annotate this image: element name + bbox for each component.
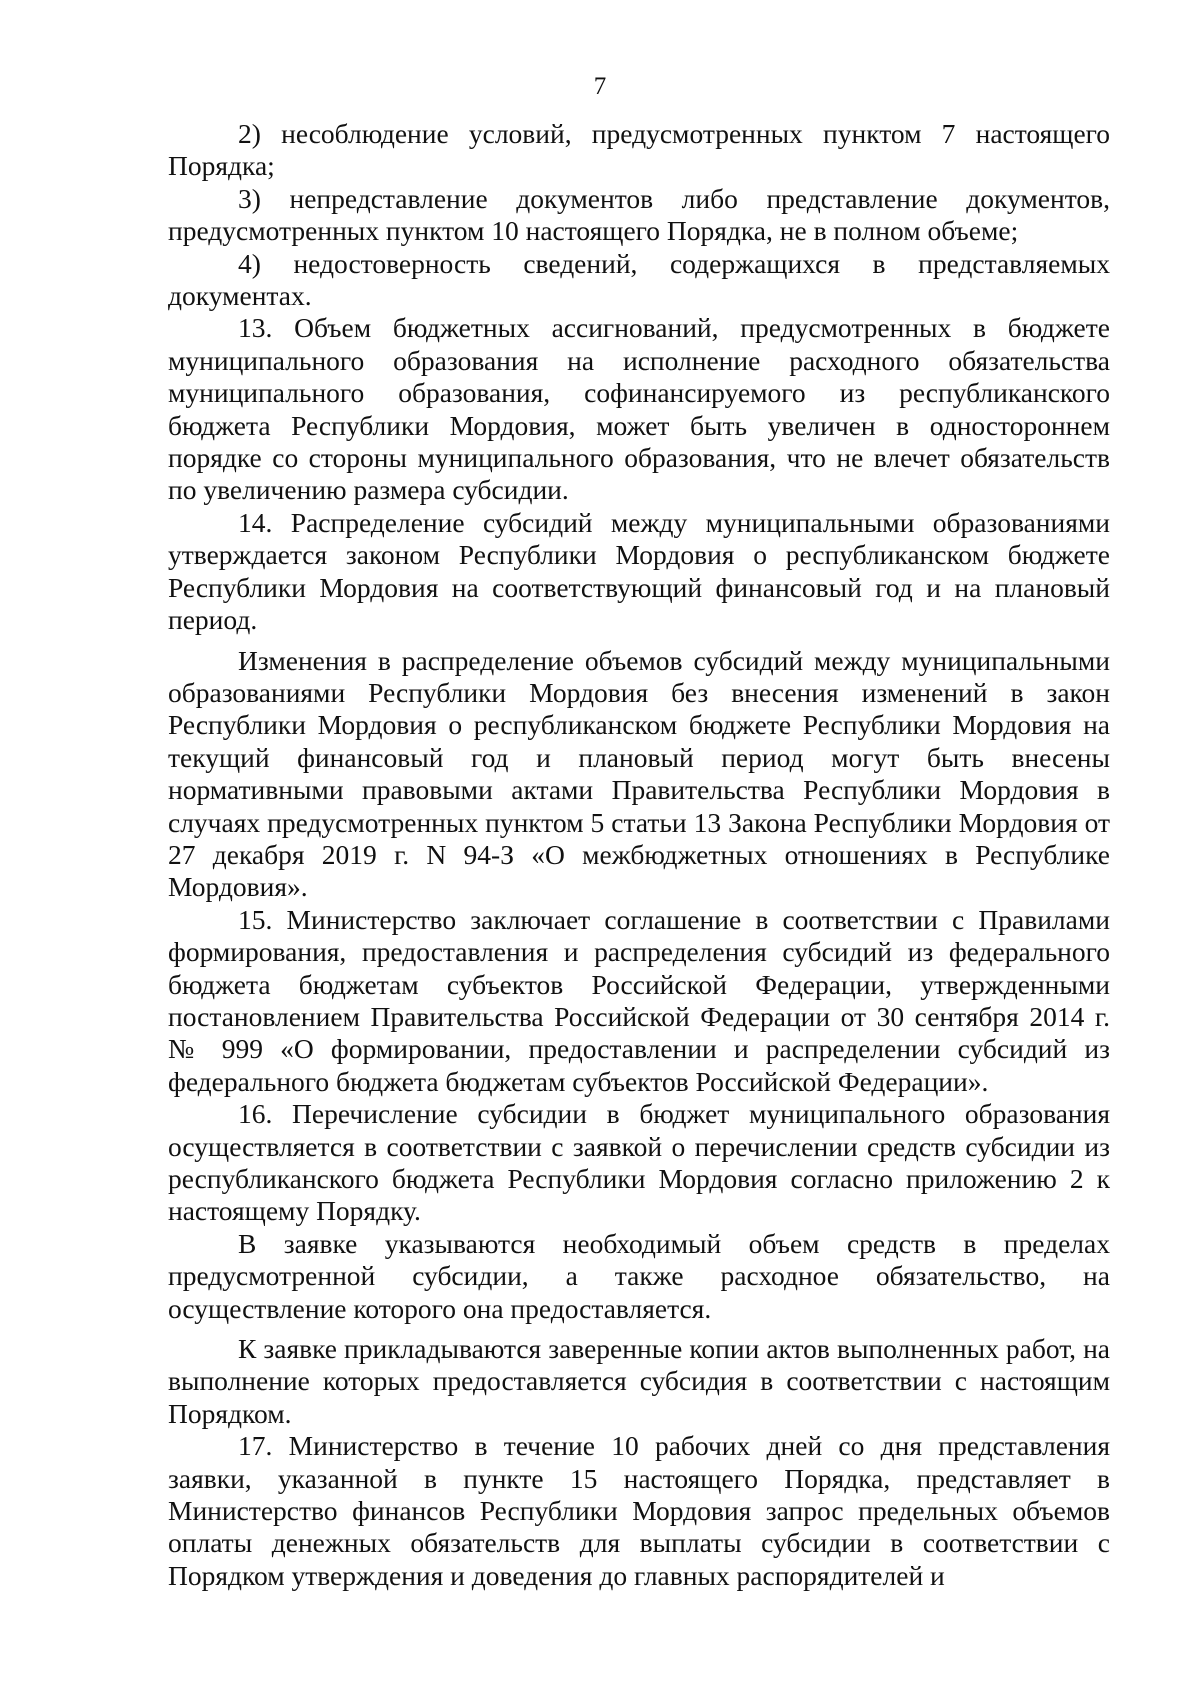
- paragraph-item-3: 3) непредставление документов либо представление документов, предусмотренных пунктом 10 настоящего Порядка, не в полном объеме;: [168, 182, 1110, 247]
- paragraph-section-17: 17. Министерство в течение 10 рабочих дней со дня представления заявки, указанной в пункте 15 настоящего Порядка, представляет в Министерство финансов Республики Мордовия запрос предельных объемов оплаты денежных обязательств для выплаты субсидии в соответствии с Порядком утверждения и доведения до главных распорядителей и: [168, 1430, 1110, 1591]
- paragraph-section-15: 15. Министерство заключает соглашение в соответствии с Правилами формирования, предоставления и распределения субсидий из федерального бюджета бюджетам субъектов Российской Федерации, утвержденными постановлением Правительства Российской Федерации от 30 сентября 2014 г. № 999 «О формировании, предоставлении и распределении субсидий из федерального бюджета бюджетам субъектов Российской Федерации».: [168, 903, 1110, 1097]
- page-number: 7: [593, 73, 607, 100]
- paragraph-section-14-changes: Изменения в распределение объемов субсидий между муниципальными образованиями Республики Мордовия без внесения изменений в закон Республики Мордовия о республиканском бюджете Республики Мордовия на текущий финансовый год и плановый период могут быть внесены нормативными правовыми актами Правительства Республики Мордовия в случаях предусмотренных пунктом 5 статьи 13 Закона Республики Мордовия от 27 декабря 2019 г. N 94-З «О межбюджетных отношениях в Республике Мордовия».: [168, 644, 1110, 903]
- paragraph-section-16-attachments: К заявке прикладываются заверенные копии актов выполненных работ, на выполнение которых предоставляется субсидия в соответствии с настоящим Порядком.: [168, 1333, 1110, 1429]
- paragraph-section-14: 14. Распределение субсидий между муниципальными образованиями утверждается законом Республики Мордовия о республиканском бюджете Республики Мордовия на соответствующий финансовый год и на плановый период.: [168, 506, 1110, 636]
- paragraph-section-16-request-contents: В заявке указываются необходимый объем средств в пределах предусмотренной субсидии, а также расходное обязательство, на осуществление которого она предоставляется.: [168, 1227, 1110, 1324]
- document-body: [168, 118, 1110, 1592]
- paragraph-item-2: 2) несоблюдение условий, предусмотренных пунктом 7 настоящего Порядка;: [168, 118, 1110, 182]
- paragraph-section-13: 13. Объем бюджетных ассигнований, предусмотренных в бюджете муниципального образования на исполнение расходного обязательства муниципального образования, софинансируемого из республиканского бюджета Республики Мордовия, может быть увеличен в одностороннем порядке со стороны муниципального образования, что не влечет обязательств по увеличению размера субсидии.: [168, 312, 1110, 506]
- paragraph-section-16: 16. Перечисление субсидии в бюджет муниципального образования осуществляется в соответствии с заявкой о перечислении средств субсидии из республиканского бюджета Республики Мордовия согласно приложению 2 к настоящему Порядку.: [168, 1098, 1110, 1227]
- paragraph-item-4: 4) недостоверность сведений, содержащихся в представляемых документах.: [168, 247, 1110, 312]
